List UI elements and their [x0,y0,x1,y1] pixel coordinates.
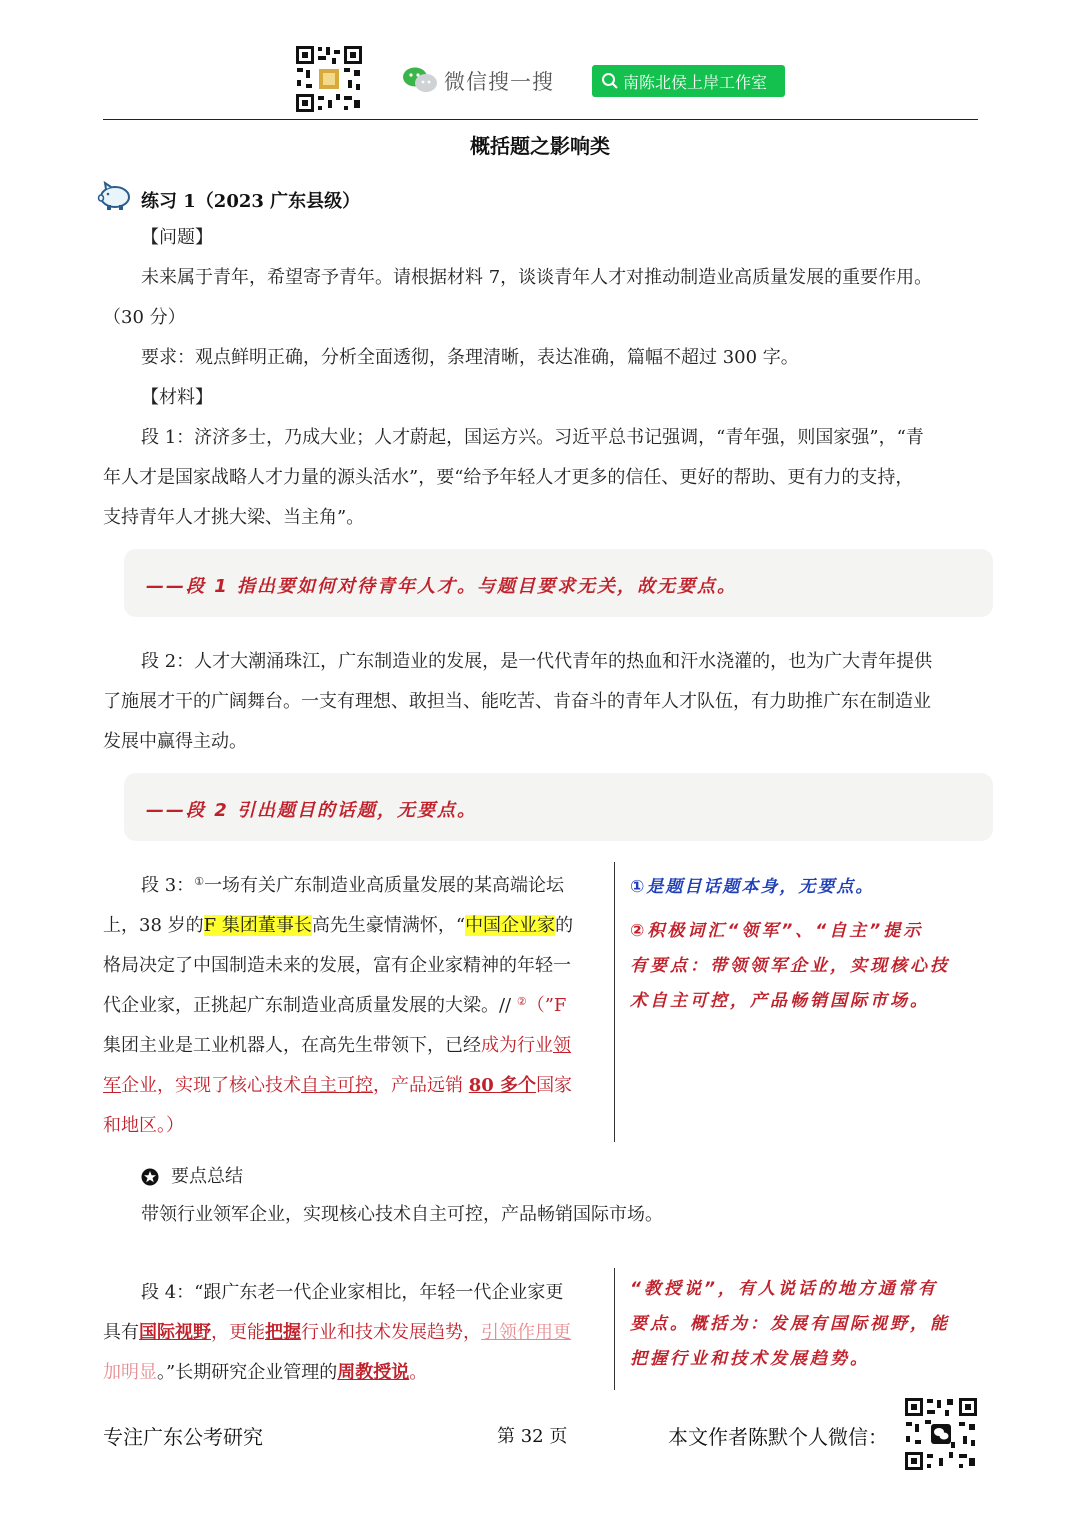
search-icon [601,72,619,90]
side-note-blue: ①是题目话题本身，无要点。 [630,877,875,897]
paragraph-2-line: 段 2：人才大潮涌珠江，广东制造业的发展，是一代代青年的热血和汗水浇灌的，也为广大青年提供 [141,651,933,672]
qr-code-icon [903,1396,979,1472]
question-requirement: 要求：观点鲜明正确，分析全面透彻，条理清晰，表达准确，篇幅不超过 300 字。 [141,347,799,368]
paragraph-3-line: 军企业，实现了核心技术自主可控，产品远销 80 多个国家 [103,1075,573,1096]
star-bullet-icon [141,1168,159,1190]
paragraph-2-line: 了施展才干的广阔舞台。一支有理想、敢担当、能吃苦、肯奋斗的青年人才队伍，有力助推广东在制造业 [103,691,931,712]
annotation-note-2: ——段 2 引出题目的话题，无要点。 [146,800,478,821]
paragraph-3-line: 格局决定了中国制造未来的发展，富有企业家精神的年轻一 [103,955,571,976]
footer-right-text: 本文作者陈默个人微信： [668,1425,888,1449]
side-note-red: ②积极词汇“领军”、“自主”提示 [630,921,924,941]
paragraph-4-line: 段 4：“跟广东老一代企业家相比，年轻一代企业家更 [141,1282,564,1303]
qr-code-icon [294,44,364,114]
piggy-bank-icon [97,181,133,211]
side-note-red: 有要点：带领领军企业，实现核心技 [630,956,950,976]
footnote-marker: ① [194,875,205,888]
question-score: （30 分） [103,307,186,328]
side-note-red: 要点。概括为：发展有国际视野，能 [630,1314,950,1334]
paragraph-3-line: 集团主业是工业机器人，在高先生带领下，已经成为行业领 [103,1035,571,1056]
footnote-marker: ② [516,995,527,1008]
page-title: 概括题之影响类 [470,134,610,158]
wechat-logo-icon [402,66,438,94]
paragraph-3-line: 代企业家，正挑起广东制造业高质量发展的大梁。// ②（”F [103,995,567,1016]
paragraph-2-line: 发展中赢得主动。 [103,731,247,752]
highlight: F 集团董事长 [203,915,312,936]
paragraph-1-line: 段 1：济济多士，乃成大业；人才蔚起，国运方兴。习近平总书记强调，“青年强，则国家强”，“青 [141,427,924,448]
paragraph-1-line: 支持青年人才挑大梁、当主角”。 [103,507,365,528]
header-divider [103,119,978,120]
paragraph-1-line: 年人才是国家战略人才力量的源头活水”，要“给予年轻人才更多的信任、更好的帮助、更有力的支持， [103,467,914,488]
side-note-red: “教授说”，有人说话的地方通常有 [630,1279,938,1299]
paragraph-4-line: 具有国际视野，更能把握行业和技术发展趋势，引领作用更 [103,1322,571,1343]
paragraph-3-line: 段 3：①一场有关广东制造业高质量发展的某高端论坛 [141,875,565,896]
paragraph-3-line: 上，38 岁的F 集团董事长高先生豪情满怀，“中国企业家的 [103,915,574,936]
material-label: 【材料】 [141,387,213,408]
side-note-red: 术自主可控，产品畅销国际市场。 [630,991,930,1011]
annotation-note-1: ——段 1 指出要如何对待青年人才。与题目要求无关，故无要点。 [146,576,738,597]
footer-left-text: 专注广东公考研究 [103,1425,263,1449]
search-query-text: 南陈北侯上岸工作室 [623,72,768,92]
paragraph-4-line: 加明显。”长期研究企业管理的周教授说。 [103,1362,428,1383]
question-label: 【问题】 [141,227,213,248]
exercise-title: 练习 1（2023 广东县级） [141,191,361,212]
margin-divider [614,1268,615,1390]
summary-text: 带领行业领军企业，实现核心技术自主可控，产品畅销国际市场。 [141,1204,663,1225]
highlight: 中国企业家 [465,915,556,936]
page-number: 第 32 页 [497,1426,568,1447]
margin-divider [614,862,615,1142]
summary-label: 要点总结 [171,1166,243,1187]
wechat-search-label: 微信搜一搜 [444,70,554,94]
question-text: 未来属于青年，希望寄予青年。请根据材料 7，谈谈青年人才对推动制造业高质量发展的重要作用。 [141,267,933,288]
wechat-search-box[interactable] [592,65,785,97]
paragraph-3-line: 和地区。） [103,1115,184,1136]
side-note-red: 把握行业和技术发展趋势。 [630,1349,870,1369]
